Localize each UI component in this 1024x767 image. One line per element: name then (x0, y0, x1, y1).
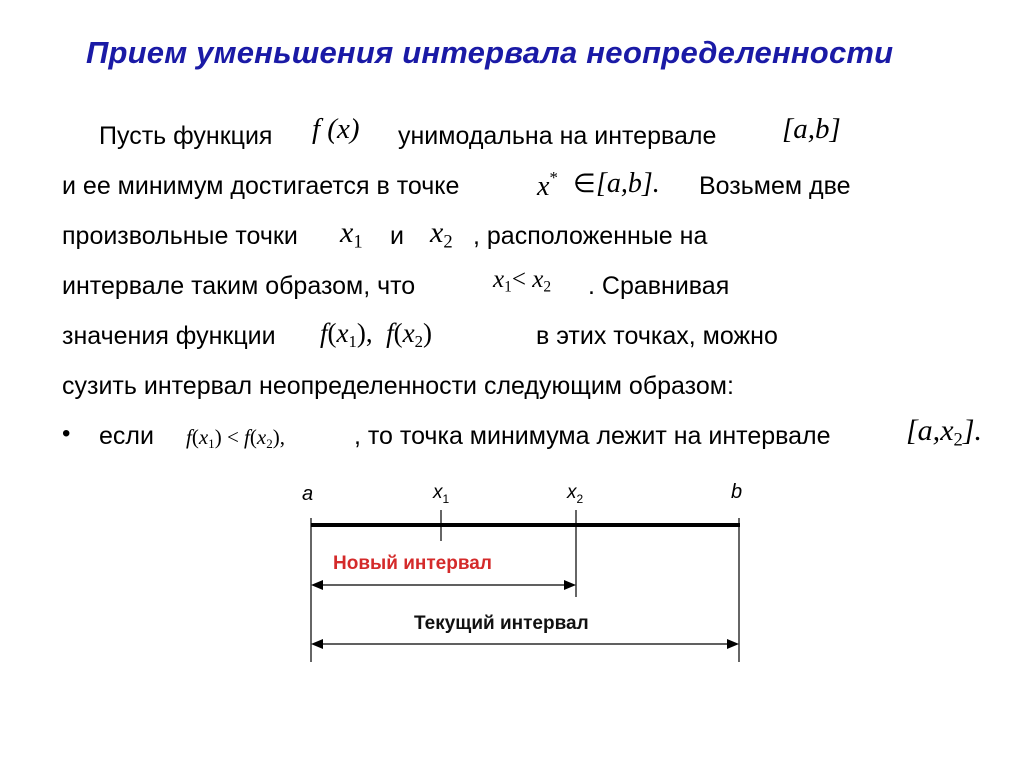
label-a: a (302, 483, 314, 505)
current-interval-arrow-right (727, 639, 739, 649)
text-line-2b: Возьмем две (699, 172, 851, 200)
text-line-5a: значения функции (62, 322, 276, 350)
formula-f-x: f (x) (312, 113, 360, 145)
bullet-text: , то точка минимума лежит на интервале (354, 422, 831, 450)
text-line-4a: интервале таким образом, что (62, 272, 416, 300)
formula-interval-a-x2: $[a,x_2]$. (906, 414, 982, 451)
new-interval-arrow-left (311, 580, 323, 590)
formula-x-star: x* (537, 168, 558, 202)
text-line-2a: и ее минимум достигается в точке (62, 172, 460, 200)
current-interval-label: Текущий интервал (414, 613, 589, 634)
slide-title: Прием уменьшения интервала неопределенности (86, 35, 894, 70)
formula-element-of: ∈ (573, 169, 596, 198)
text-line-3b: , расположенные на (473, 222, 708, 250)
formula-f-x1-f-x2: $f(x_1)$, $f(x_2)$ (320, 318, 432, 352)
text-line-6: сузить интервал неопределенности следующим образом: (62, 372, 734, 400)
current-interval-arrow-left (311, 639, 323, 649)
formula-f-x1-lt-f-x2: $f(x_1) < f(x_2)$, (186, 425, 285, 451)
text-line-3a: произвольные точки (62, 222, 298, 250)
label-x1: $x_1$ (433, 482, 450, 506)
label-x2: $x_2$ (567, 482, 584, 506)
new-interval-label: Новый интервал (333, 553, 492, 574)
bullet-mark: • (62, 420, 71, 447)
text-line-1a: Пусть функция (99, 122, 273, 150)
text-line-3-and: и (390, 222, 404, 250)
formula-x1-lt-x2: $x_1< x_2$ (493, 266, 552, 296)
formula-interval-ab: [a,b] (782, 113, 841, 145)
new-interval-arrow-right (564, 580, 576, 590)
text-line-1b: унимодальна на интервале (398, 122, 717, 150)
formula-x2: $x_2$ (430, 216, 453, 253)
text-line-5b: в этих точках, можно (536, 322, 778, 350)
label-b: b (731, 481, 743, 503)
formula-x1: $x_1$ (340, 216, 363, 253)
formula-interval-ab-2: [a,b]. (596, 168, 660, 199)
text-line-4b: . Сравнивая (588, 272, 730, 300)
bullet-if: если (99, 422, 154, 450)
